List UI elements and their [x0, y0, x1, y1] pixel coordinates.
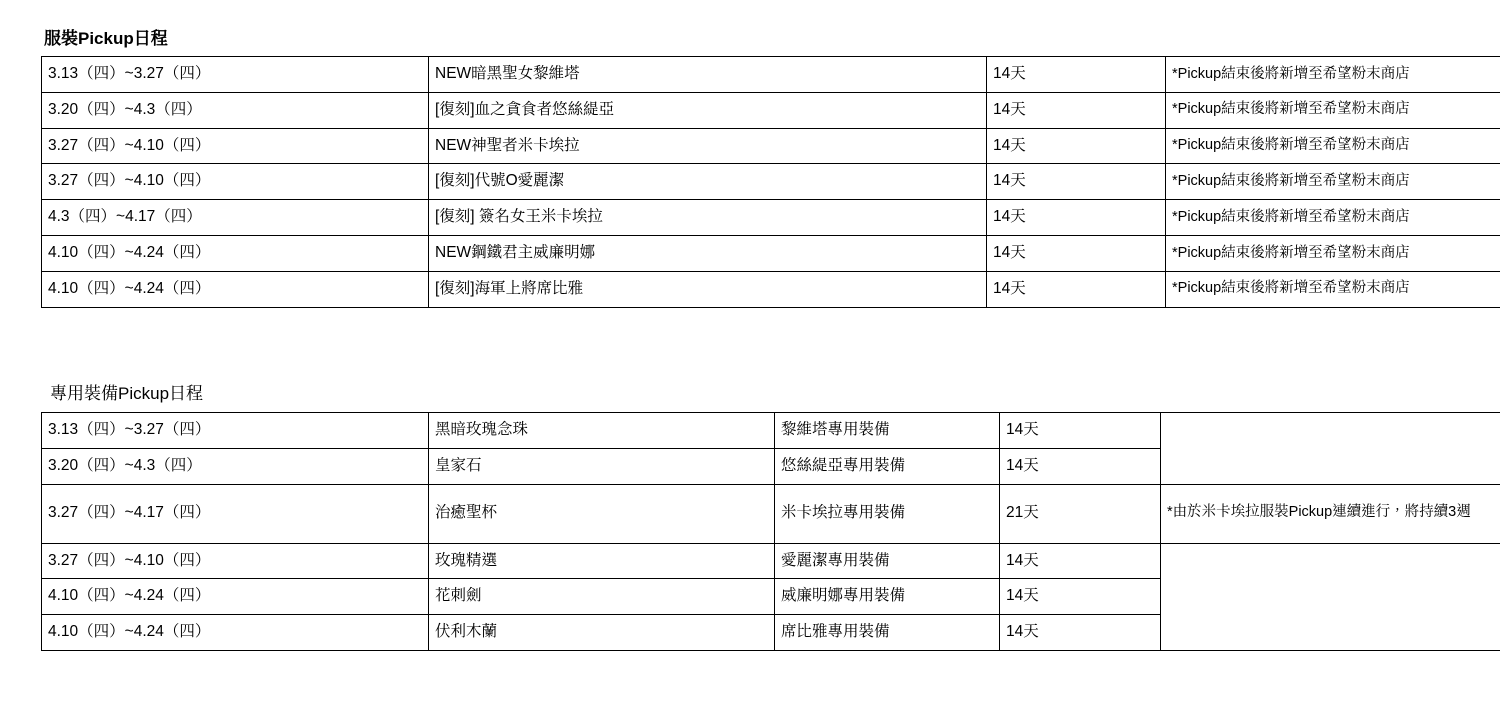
equipment-item: 黑暗玫瑰念珠 — [429, 413, 775, 449]
costume-name: [復刻] 簽名女王米卡埃拉 — [429, 200, 987, 236]
costume-section-title: 服裝Pickup日程 — [44, 29, 168, 48]
table-row — [42, 92, 1500, 128]
costume-duration: 14天 — [987, 92, 1166, 128]
costume-name: NEW暗黑聖女黎維塔 — [429, 57, 987, 93]
table-row — [42, 200, 1500, 236]
costume-period: 3.20（四）~4.3（四） — [42, 92, 429, 128]
costume-note: *Pickup結束後將新增至希望粉末商店 — [1166, 128, 1500, 164]
equipment-duration: 14天 — [1000, 413, 1161, 449]
costume-name: [復刻]海軍上將席比雅 — [429, 271, 987, 307]
table-row — [42, 271, 1500, 307]
costume-name: [復刻]血之貪食者悠絲緹亞 — [429, 92, 987, 128]
equipment-owner: 悠絲緹亞專用裝備 — [775, 448, 1000, 484]
equipment-section-title: 專用裝備Pickup日程 — [50, 384, 204, 403]
equipment-owner: 米卡埃拉專用裝備 — [775, 484, 1000, 543]
costume-note: *Pickup結束後將新增至希望粉末商店 — [1166, 200, 1500, 236]
equipment-note: *由於米卡埃拉服裝Pickup連續進行，將持續3週 — [1161, 484, 1500, 543]
equipment-item: 伏利木蘭 — [429, 615, 775, 651]
costume-note: *Pickup結束後將新增至希望粉末商店 — [1166, 92, 1500, 128]
equipment-note — [1161, 413, 1500, 485]
equipment-period: 4.10（四）~4.24（四） — [42, 579, 429, 615]
equipment-period: 3.27（四）~4.10（四） — [42, 543, 429, 579]
equipment-owner: 愛麗潔專用裝備 — [775, 543, 1000, 579]
costume-name: NEW神聖者米卡埃拉 — [429, 128, 987, 164]
equipment-owner: 席比雅專用裝備 — [775, 615, 1000, 651]
costume-period: 4.10（四）~4.24（四） — [42, 271, 429, 307]
equipment-item: 治癒聖杯 — [429, 484, 775, 543]
table-row — [42, 128, 1500, 164]
costume-period: 4.3（四）~4.17（四） — [42, 200, 429, 236]
equipment-schedule-table — [41, 412, 1500, 651]
equipment-duration: 14天 — [1000, 615, 1161, 651]
table-row — [42, 484, 1500, 543]
equipment-owner: 黎維塔專用裝備 — [775, 413, 1000, 449]
equipment-duration: 14天 — [1000, 448, 1161, 484]
costume-schedule-table — [41, 56, 1500, 308]
equipment-duration: 21天 — [1000, 484, 1161, 543]
costume-duration: 14天 — [987, 128, 1166, 164]
costume-name: NEW鋼鐵君主威廉明娜 — [429, 235, 987, 271]
equipment-duration: 14天 — [1000, 543, 1161, 579]
equipment-period: 3.20（四）~4.3（四） — [42, 448, 429, 484]
costume-period: 3.27（四）~4.10（四） — [42, 128, 429, 164]
table-row — [42, 413, 1500, 449]
costume-note: *Pickup結束後將新增至希望粉末商店 — [1166, 271, 1500, 307]
equipment-period: 4.10（四）~4.24（四） — [42, 615, 429, 651]
equipment-owner: 威廉明娜專用裝備 — [775, 579, 1000, 615]
costume-duration: 14天 — [987, 164, 1166, 200]
costume-duration: 14天 — [987, 235, 1166, 271]
table-row — [42, 57, 1500, 93]
costume-note: *Pickup結束後將新增至希望粉末商店 — [1166, 235, 1500, 271]
costume-duration: 14天 — [987, 271, 1166, 307]
table-row — [42, 235, 1500, 271]
costume-name: [復刻]代號O愛麗潔 — [429, 164, 987, 200]
equipment-period: 3.13（四）~3.27（四） — [42, 413, 429, 449]
costume-period: 4.10（四）~4.24（四） — [42, 235, 429, 271]
equipment-item: 花刺劍 — [429, 579, 775, 615]
equipment-duration: 14天 — [1000, 579, 1161, 615]
table-row — [42, 164, 1500, 200]
costume-period: 3.13（四）~3.27（四） — [42, 57, 429, 93]
costume-duration: 14天 — [987, 200, 1166, 236]
equipment-note — [1161, 543, 1500, 650]
costume-note: *Pickup結束後將新增至希望粉末商店 — [1166, 57, 1500, 93]
costume-note: *Pickup結束後將新增至希望粉末商店 — [1166, 164, 1500, 200]
costume-duration: 14天 — [987, 57, 1166, 93]
costume-period: 3.27（四）~4.10（四） — [42, 164, 429, 200]
equipment-item: 玫瑰精選 — [429, 543, 775, 579]
table-row — [42, 543, 1500, 579]
equipment-period: 3.27（四）~4.17（四） — [42, 484, 429, 543]
equipment-item: 皇家石 — [429, 448, 775, 484]
